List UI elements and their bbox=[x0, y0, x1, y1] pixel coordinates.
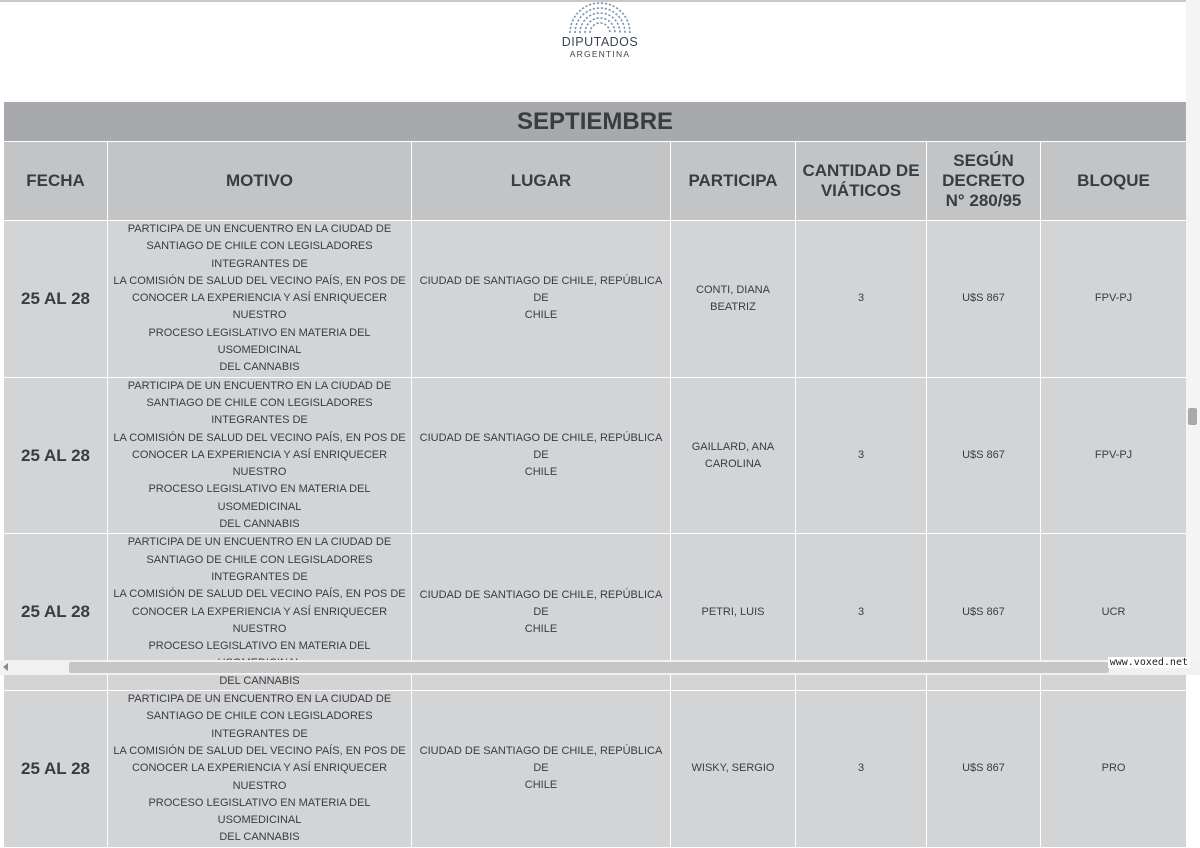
lugar-line: CIUDAD DE SANTIAGO DE CHILE, REPÚBLICA DE bbox=[419, 275, 663, 305]
header-motivo: MOTIVO bbox=[108, 142, 412, 221]
header-cantidad-line: CANTIDAD DE bbox=[802, 161, 920, 180]
motivo-line: PROCESO LEGISLATIVO EN MATERIA DEL USOMEDICINAL bbox=[148, 796, 371, 827]
cell-cantidad: 3 bbox=[796, 377, 927, 534]
cell-motivo bbox=[108, 377, 412, 534]
header-segun-line: SEGÚN bbox=[953, 151, 1014, 170]
cell-participa bbox=[671, 221, 796, 378]
cell-fecha: 25 AL 28 bbox=[4, 221, 108, 378]
viaticos-table bbox=[3, 101, 1187, 848]
cell-motivo bbox=[108, 221, 412, 378]
motivo-line: LA COMISIÓN DE SALUD DEL VECINO PAÍS, EN POS DE bbox=[113, 744, 406, 757]
motivo-line: PROCESO LEGISLATIVO EN MATERIA DEL bbox=[148, 640, 371, 653]
cell-bloque: UCR bbox=[1041, 534, 1187, 691]
logo-name: DIPUTADOS bbox=[561, 35, 639, 49]
header-cantidad-viaticos bbox=[796, 142, 927, 221]
header-segun-line: N° 280/95 bbox=[945, 191, 1022, 210]
watermark: www.voxed.net bbox=[1109, 657, 1188, 668]
lugar-line: CHILE bbox=[524, 309, 558, 322]
motivo-line: PARTICIPA DE UN ENCUENTRO EN LA CIUDAD DE bbox=[127, 536, 392, 549]
cell-segun: U$S 867 bbox=[927, 534, 1041, 691]
lugar-line: CIUDAD DE SANTIAGO DE CHILE, REPÚBLICA DE bbox=[419, 432, 663, 461]
header-segun-decreto bbox=[927, 142, 1041, 221]
participa-line: PETRI, LUIS bbox=[701, 605, 765, 618]
motivo-line: LA COMISIÓN DE SALUD DEL VECINO PAÍS, EN POS DE bbox=[113, 431, 406, 444]
lugar-line: CIUDAD DE SANTIAGO DE CHILE, REPÚBLICA DE bbox=[419, 745, 663, 775]
cell-lugar bbox=[412, 691, 671, 848]
cell-fecha: 25 AL 28 bbox=[4, 691, 108, 848]
cell-lugar bbox=[412, 221, 671, 378]
cell-segun: U$S 867 bbox=[927, 377, 1041, 534]
cell-cantidad: 3 bbox=[796, 691, 927, 848]
table-row bbox=[4, 691, 1187, 848]
motivo-line: DEL CANNABIS bbox=[219, 361, 300, 374]
motivo-line: SANTIAGO DE CHILE CON LEGISLADORES INTEGRANTES DE bbox=[146, 710, 373, 740]
cell-fecha: 25 AL 28 bbox=[4, 534, 108, 691]
congress-dome-icon bbox=[564, 0, 636, 34]
motivo-line: LA COMISIÓN DE SALUD DEL VECINO PAÍS, EN POS DE bbox=[113, 588, 406, 601]
motivo-line: DEL CANNABIS bbox=[219, 518, 300, 531]
lugar-line: CHILE bbox=[524, 622, 558, 635]
cell-bloque: PRO bbox=[1041, 691, 1187, 848]
scroll-left-arrow-icon[interactable] bbox=[3, 663, 8, 671]
table-row bbox=[4, 221, 1187, 378]
motivo-line: CONOCER LA EXPERIENCIA Y ASÍ ENRIQUECER NUESTRO bbox=[131, 762, 388, 792]
motivo-line: CONOCER LA EXPERIENCIA Y ASÍ ENRIQUECER NUESTRO bbox=[131, 448, 388, 479]
month-heading: SEPTIEMBRE bbox=[4, 102, 1187, 142]
participa-line: GAILLARD, ANA bbox=[691, 440, 775, 453]
vertical-scrollbar[interactable] bbox=[1186, 0, 1200, 660]
logo-subtitle: ARGENTINA bbox=[569, 49, 631, 59]
cell-fecha: 25 AL 28 bbox=[4, 377, 108, 534]
header-bloque: BLOQUE bbox=[1041, 142, 1187, 221]
viaticos-table-container bbox=[3, 101, 1186, 848]
participa-line: WISKY, SERGIO bbox=[691, 762, 775, 775]
motivo-line: PARTICIPA DE UN ENCUENTRO EN LA CIUDAD DE bbox=[127, 693, 392, 706]
horizontal-scroll-thumb[interactable] bbox=[69, 662, 1109, 673]
cell-cantidad: 3 bbox=[796, 221, 927, 378]
motivo-line: SANTIAGO DE CHILE CON LEGISLADORES INTEGRANTES DE bbox=[146, 553, 373, 583]
motivo-line: PARTICIPA DE UN ENCUENTRO EN LA CIUDAD DE bbox=[127, 223, 392, 235]
column-header-row bbox=[4, 142, 1187, 221]
header-segun-line: DECRETO bbox=[942, 171, 1025, 190]
cell-motivo bbox=[108, 691, 412, 848]
participa-line: CAROLINA bbox=[704, 457, 762, 470]
motivo-line: DEL CANNABIS bbox=[219, 831, 300, 844]
header-cantidad-line: VIÁTICOS bbox=[820, 181, 902, 200]
participa-line: CONTI, DIANA BEATRIZ bbox=[696, 283, 770, 313]
cell-participa bbox=[671, 377, 796, 534]
cell-bloque: FPV-PJ bbox=[1041, 377, 1187, 534]
lugar-line: CHILE bbox=[524, 779, 558, 792]
cell-segun: U$S 867 bbox=[927, 221, 1041, 378]
motivo-line: CONOCER LA EXPERIENCIA Y ASÍ ENRIQUECER NUESTRO bbox=[131, 292, 388, 322]
lugar-line: CHILE bbox=[524, 466, 558, 478]
motivo-line: SANTIAGO DE CHILE CON LEGISLADORES INTEGRANTES DE bbox=[146, 240, 373, 270]
cell-bloque: FPV-PJ bbox=[1041, 221, 1187, 378]
cell-cantidad: 3 bbox=[796, 534, 927, 691]
table-row bbox=[4, 377, 1187, 534]
motivo-line: PROCESO LEGISLATIVO EN MATERIA DEL USOMEDICINAL bbox=[148, 326, 371, 357]
diputados-logo bbox=[540, 0, 660, 62]
motivo-line: PROCESO LEGISLATIVO EN MATERIA DEL USOMEDICINAL bbox=[148, 483, 371, 513]
cell-lugar bbox=[412, 377, 671, 534]
header-fecha: FECHA bbox=[4, 142, 108, 221]
lugar-line: CIUDAD DE SANTIAGO DE CHILE, REPÚBLICA DE bbox=[419, 588, 663, 618]
motivo-line: LA COMISIÓN DE SALUD DEL VECINO PAÍS, EN POS DE bbox=[113, 274, 406, 287]
header-participa: PARTICIPA bbox=[671, 142, 796, 221]
motivo-line: DEL CANNABIS bbox=[219, 674, 300, 687]
motivo-line: PARTICIPA DE UN ENCUENTRO EN LA CIUDAD DE bbox=[127, 379, 392, 392]
header-lugar: LUGAR bbox=[412, 142, 671, 221]
motivo-line: SANTIAGO DE CHILE CON LEGISLADORES INTEGRANTES DE bbox=[146, 396, 373, 427]
vertical-scroll-thumb[interactable] bbox=[1188, 408, 1197, 425]
motivo-line: CONOCER LA EXPERIENCIA Y ASÍ ENRIQUECER NUESTRO bbox=[131, 605, 388, 635]
cell-segun: U$S 867 bbox=[927, 691, 1041, 848]
cell-participa bbox=[671, 691, 796, 848]
